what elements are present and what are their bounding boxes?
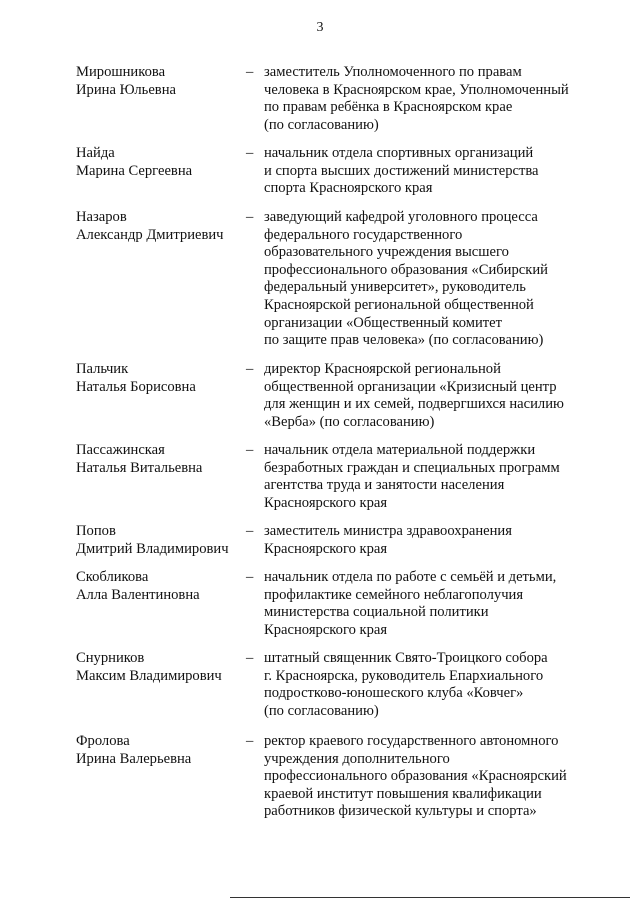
member-given-name: Александр Дмитриевич	[76, 226, 224, 243]
position-line: г. Красноярска, руководитель Епархиального	[264, 667, 544, 684]
member-name	[76, 733, 236, 768]
member-position	[264, 64, 614, 134]
member-surname: Назаров	[76, 209, 127, 225]
dash-separator: –	[246, 442, 254, 458]
member-name	[76, 209, 236, 244]
position-line: министерства социальной политики	[264, 604, 489, 621]
position-line: «Верба» (по согласованию)	[264, 413, 435, 430]
member-position	[264, 442, 614, 512]
position-line: учреждения дополнительного	[264, 750, 450, 767]
position-line: по правам ребёнка в Красноярском крае	[264, 99, 513, 116]
position-line: ректор краевого государственного автономного	[264, 733, 559, 749]
position-line: Красноярского края	[264, 540, 388, 557]
member-position	[264, 209, 614, 350]
member-position	[264, 569, 614, 639]
member-given-name: Наталья Витальевна	[76, 459, 203, 476]
footer-divider	[230, 897, 630, 898]
dash-separator: –	[246, 733, 254, 749]
position-line: спорта Красноярского края	[264, 180, 433, 197]
position-line: и спорта высших достижений министерства	[264, 162, 539, 179]
member-surname: Найда	[76, 145, 115, 161]
dash-separator: –	[246, 569, 254, 585]
dash-separator: –	[246, 650, 254, 666]
member-given-name: Максим Владимирович	[76, 667, 222, 684]
member-surname: Мирошникова	[76, 64, 166, 80]
member-position	[264, 733, 614, 821]
position-line: заместитель министра здравоохранения	[264, 523, 512, 539]
member-name	[76, 361, 236, 396]
dash-separator: –	[246, 523, 254, 539]
member-surname: Попов	[76, 523, 116, 539]
member-surname: Пассажинская	[76, 442, 165, 458]
position-line: федеральный университет», руководитель	[264, 279, 526, 296]
member-position	[264, 650, 614, 720]
position-line: Красноярского края	[264, 621, 388, 638]
position-line: (по согласованию)	[264, 702, 379, 719]
dash-separator: –	[246, 209, 254, 225]
position-line: Красноярского края	[264, 494, 388, 511]
member-name	[76, 650, 236, 685]
position-line: общественной организации «Кризисный центр	[264, 378, 557, 395]
member-surname: Скобликова	[76, 569, 149, 585]
member-given-name: Марина Сергеевна	[76, 162, 193, 179]
member-surname: Фролова	[76, 733, 130, 749]
member-given-name: Дмитрий Владимирович	[76, 540, 229, 557]
position-line: образовательного учреждения высшего	[264, 244, 509, 261]
position-line: организации «Общественный комитет	[264, 314, 503, 331]
member-given-name: Ирина Юльевна	[76, 81, 176, 98]
position-line: заместитель Уполномоченного по правам	[264, 64, 522, 80]
position-line: по защите прав человека» (по согласованию)	[264, 332, 544, 349]
member-name	[76, 523, 236, 558]
page-number: 3	[316, 20, 324, 35]
position-line: человека в Красноярском крае, Уполномоченный	[264, 81, 569, 98]
position-line: заведующий кафедрой уголовного процесса	[264, 209, 538, 225]
position-line: профессионального образования «Красноярский	[264, 768, 567, 785]
member-name	[76, 442, 236, 477]
position-line: профессионального образования «Сибирский	[264, 261, 548, 278]
position-line: федерального государственного	[264, 226, 463, 243]
member-given-name: Ирина Валерьевна	[76, 750, 192, 767]
position-line: штатный священник Свято-Троицкого собора	[264, 650, 548, 666]
member-name	[76, 145, 236, 180]
member-surname: Снурников	[76, 650, 145, 666]
position-line: для женщин и их семей, подвергшихся насилию	[264, 396, 564, 413]
position-line: краевой институт повышения квалификации	[264, 785, 542, 802]
position-line: (по согласованию)	[264, 116, 379, 133]
member-surname: Пальчик	[76, 361, 129, 377]
member-given-name: Наталья Борисовна	[76, 378, 196, 395]
position-line: подростково-юношеского клуба «Ковчег»	[264, 685, 524, 702]
position-line: начальник отдела по работе с семьёй и детьми,	[264, 569, 557, 585]
member-position	[264, 523, 614, 558]
position-line: Красноярской региональной общественной	[264, 296, 534, 313]
position-line: директор Красноярской региональной	[264, 361, 501, 377]
member-position	[264, 361, 614, 431]
position-line: работников физической культуры и спорта»	[264, 803, 537, 820]
dash-separator: –	[246, 64, 254, 80]
position-line: профилактике семейного неблагополучия	[264, 586, 524, 603]
member-position	[264, 145, 614, 198]
position-line: начальник отдела материальной поддержки	[264, 442, 536, 458]
position-line: агентства труда и занятости населения	[264, 477, 505, 494]
position-line: безработных граждан и специальных программ	[264, 459, 560, 476]
position-line: начальник отдела спортивных организаций	[264, 145, 534, 161]
dash-separator: –	[246, 145, 254, 161]
member-name	[76, 569, 236, 604]
member-given-name: Алла Валентиновна	[76, 586, 200, 603]
member-name	[76, 64, 236, 99]
dash-separator: –	[246, 361, 254, 377]
